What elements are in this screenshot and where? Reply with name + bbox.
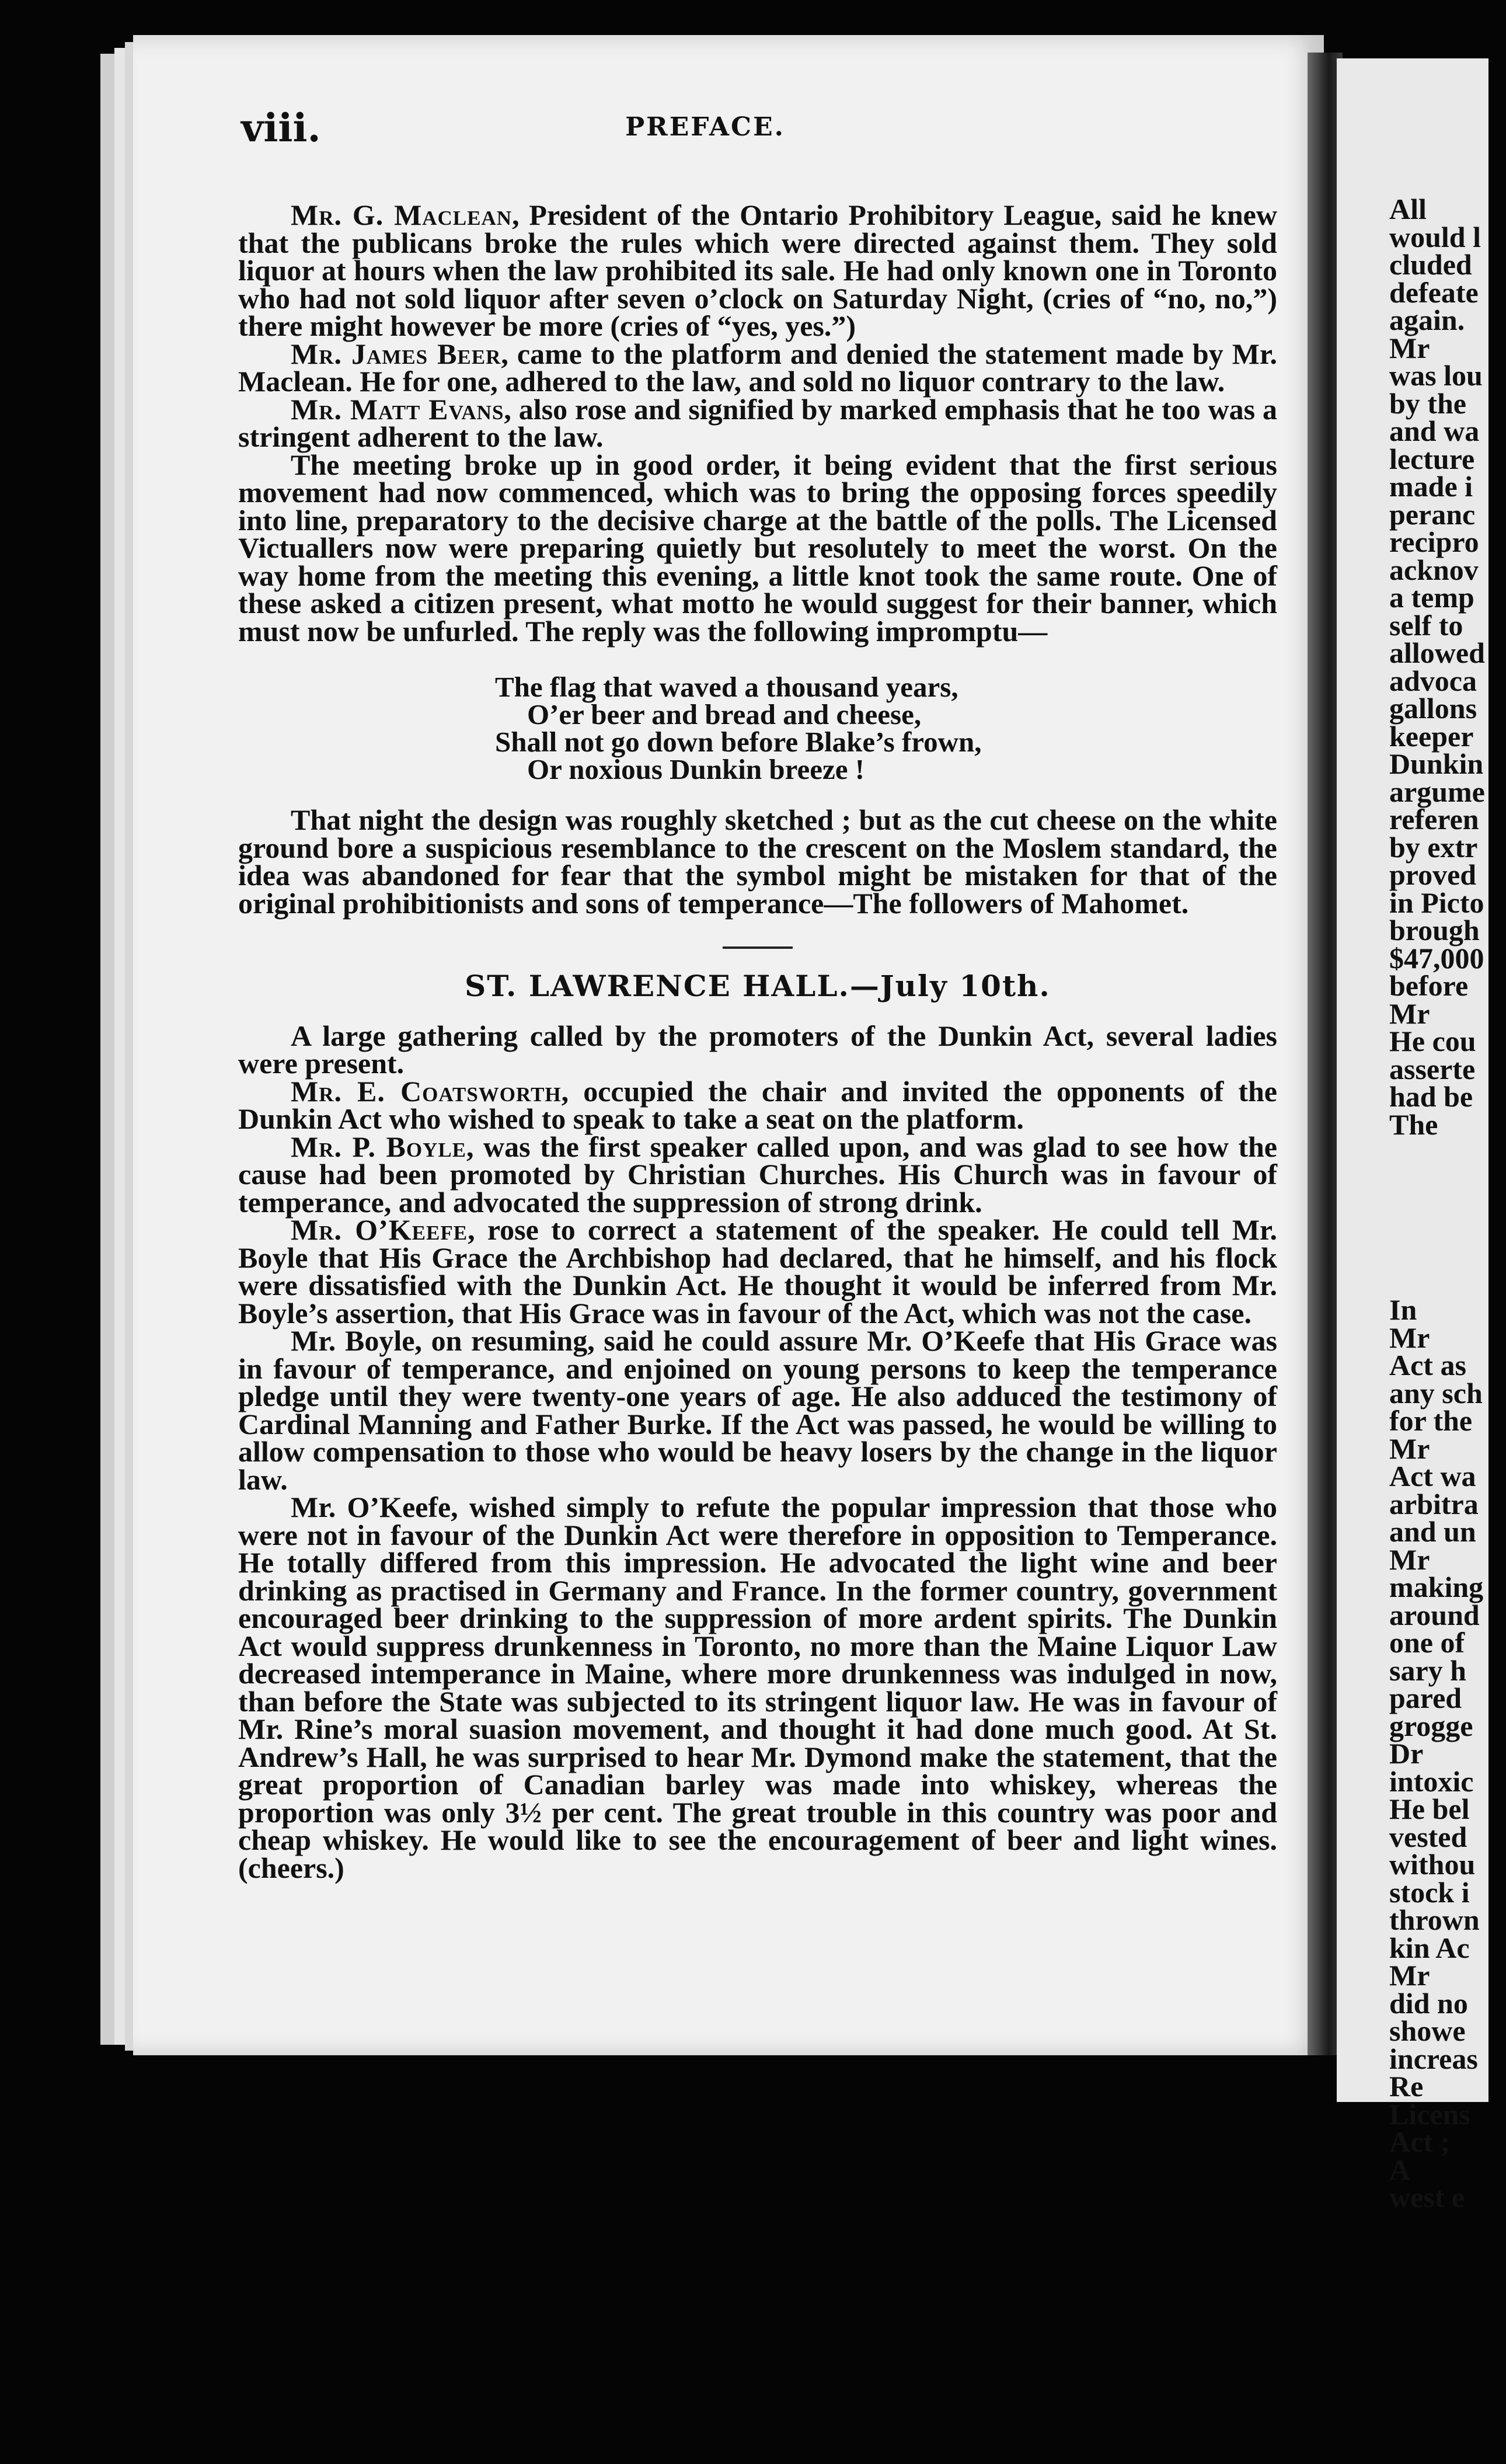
poem-line: The flag that waved a thousand years, [495,671,958,703]
facing-page-line: any sch [1389,1376,1483,1410]
page-edge [100,54,114,2045]
facing-page-line: pared [1389,1682,1462,1714]
paragraph [238,1130,1277,1219]
facing-page-line: He bel [1389,1793,1470,1825]
facing-page-line: acknov [1389,553,1479,586]
speaker-name: Mr. O’Keefe [291,1213,468,1246]
speaker-name: Mr. James Beer [291,337,501,370]
facing-page-line: keeper [1389,719,1474,753]
paragraph-text: , came to the platform and denied the statement made by Mr. Maclean. He for one, adhered to the law, and sold no liquor contrary to the law. [238,337,1278,398]
facing-page-line: In [1389,1293,1417,1326]
paragraph-text: , President of the Ontario Prohibitory League, said he knew that the publicans broke the rules which were directed against them. They sold liquor at hours when the law prohibited its sale. He had only known one in Toronto who had not sold liquor after seven o’clock on Saturday Night, (cries of “no, no,”) there might however be more (cries of “yes, yes.”) [238,199,1277,342]
paragraph [238,1074,1277,1135]
facing-page-line: by extr [1389,830,1478,864]
facing-page-line: was lou [1389,359,1483,392]
facing-page-line: one of [1389,1626,1465,1659]
facing-page-line: All [1389,193,1427,225]
facing-page-line: made i [1389,470,1473,503]
facing-page-line: argume [1389,775,1485,808]
facing-page-line: The [1389,1108,1438,1141]
facing-page-line: $47,000 [1389,941,1484,975]
facing-page-line: gallons [1389,692,1477,725]
paragraph: A large gathering called by the promoters of the Dunkin Act, several ladies were present. [238,1019,1277,1080]
facing-page-line: did no [1389,1986,1468,2020]
facing-page-line: Dunkin [1389,747,1484,780]
facing-page-text-block [1389,1293,1506,2214]
speaker-name: Mr. P. Boyle [291,1130,467,1163]
facing-page-line: by the [1389,387,1466,420]
paragraph: Mr. O’Keefe, wished simply to refute the popular impression that those who were not in favour of the Dunkin Act were therefore in opposition to Temperance. He totally differed from this impression. He advocated the light wine and beer drinking as practised in Germany and France. In the former country, government encouraged beer drinking to the suppression of more ardent spirits. The Dunkin Act would suppress drunkenness in Toronto, no more than the Maine Liquor Law decreased intemperance in Maine, where more drunkenness was indulged in now, than before the State was subjected to its stringent liquor law. He was in favour of Mr. Rine’s moral suasion movement, and thought it had done much good. At St. Andrew’s Hall, he was surprised to hear Mr. Dymond make the statement, that the great proportion of Canadian barley was made into whiskey, whereas the proportion was only 3½ per cent. The great trouble in this country was poor and cheap whiskey. He would like to see the encouragement of beer and light wines. (cheers.) [238,1491,1277,1884]
facing-page-line: increas [1389,2042,1478,2075]
facing-page-line: west e [1389,2181,1465,2214]
facing-page-line: Licens [1389,2097,1470,2131]
section-divider [723,946,793,949]
facing-page-line: would l [1389,220,1481,253]
paragraph: That night the design was roughly sketched ; but as the cut cheese on the white ground bore a suspicious resemblance to the crescent on the Moslem standard, the idea was abandoned for fear that the symbol might be mistaken for that of the original prohibitionists and sons of temperance—The followers of Mahomet. [238,803,1277,920]
facing-page-line: withou [1389,1848,1476,1881]
facing-page-line: and un [1389,1515,1476,1548]
running-head: PREFACE. [625,112,785,142]
facing-page-line: brough [1389,914,1480,946]
facing-page-line: cluded [1389,248,1472,281]
paragraph [238,392,1277,453]
facing-page-line: and wa [1389,415,1480,447]
facing-page-line: Act ; [1389,2125,1451,2158]
facing-page-line: a temp [1389,581,1474,614]
facing-page-line: Act wa [1389,1460,1476,1492]
facing-page-line: peranc [1389,497,1476,531]
facing-page-line: Act as [1389,1349,1466,1381]
facing-page-line: had be [1389,1080,1473,1113]
facing-page-line: lecture [1389,442,1475,475]
facing-page-line: Dr [1389,1737,1424,1770]
paragraph [238,201,1277,340]
poem-line: Shall not go down before Blake’s frown, [495,726,982,758]
facing-page-line: Mr [1389,997,1430,1030]
facing-page-line: stock i [1389,1875,1470,1909]
section-heading: ST. LAWRENCE HALL.—July 10th. [465,969,1051,1003]
facing-page-line: Mr [1389,1543,1430,1576]
page-number: viii. [241,105,321,151]
paragraph [238,1213,1277,1330]
facing-page-line: self to [1389,608,1463,642]
facing-page-line: proved [1389,858,1477,891]
speaker-name: Mr. Matt Evans [291,392,504,426]
paragraph-text: , occupied the chair and invited the opponents of the Dunkin Act who wished to speak to take a seat on the platform. [238,1074,1277,1135]
facing-page-line: around [1389,1598,1480,1631]
facing-page-line: in Picto [1389,886,1484,919]
facing-page [1337,58,1488,2214]
facing-page-line: defeate [1389,276,1479,309]
facing-page-line: thrown [1389,1903,1480,1936]
facing-page-line: intoxic [1389,1765,1474,1798]
facing-page-line: making [1389,1571,1484,1603]
facing-page-line: kin Ac [1389,1931,1470,1964]
speaker-name: Mr. G. Maclean [291,199,513,231]
facing-page-line: again. [1389,304,1465,336]
facing-page-line: grogge [1389,1709,1473,1742]
paragraph: The meeting broke up in good order, it being evident that the first serious movement had now commenced, which was to bring the opposing forces speedily into line, preparatory to the decisive charge at the battle of the polls. The Licensed Victuallers now were preparing quietly but resolutely to meet the worst. On the way home from the meeting this evening, a little knot took the same route. One of these asked a citizen present, what motto he would suggest for their banner, which must now be unfurled. The reply was the following impromptu— [238,448,1277,648]
poem [238,673,1277,783]
facing-page-line: Mr [1389,1959,1430,1992]
paragraph [238,337,1278,398]
facing-page-line: asserte [1389,1052,1476,1085]
facing-page-line: before [1389,969,1469,1002]
book-page [133,35,1324,2055]
facing-page-line: recipro [1389,525,1479,558]
facing-page-line: showe [1389,2014,1466,2047]
facing-page-line: Re [1389,2070,1424,2103]
facing-page-line: arbitra [1389,1487,1479,1520]
facing-page-text-block [1389,193,1506,1141]
facing-page-line: for the [1389,1404,1473,1437]
facing-page-line: A [1389,2153,1411,2186]
facing-page-line: vested [1389,1820,1467,1853]
facing-page-line: advoca [1389,664,1477,697]
speaker-name: Mr. E. Coatsworth [291,1074,562,1108]
page-edge [114,48,126,2045]
facing-page-line: Mr [1389,1321,1430,1354]
facing-page-line: Mr [1389,1432,1430,1465]
facing-page-line: allowed [1389,636,1485,669]
page-body [238,201,1277,1882]
poem-line: Or noxious Dunkin breeze ! [527,753,865,785]
paragraph-text: , also rose and signified by marked emphasis that he too was a stringent adherent to the law. [238,392,1277,453]
facing-page-line: Mr [1389,331,1430,364]
poem-line: O’er beer and bread and cheese, [527,698,922,730]
facing-page-line: sary h [1389,1654,1466,1687]
facing-page-line: He cou [1389,1025,1476,1057]
paragraph-text: , was the first speaker called upon, and was glad to see how the cause had been promoted by Christian Churches. His Church was in favour of temperance, and advocated the suppression of strong drink. [238,1130,1277,1219]
paragraph: Mr. Boyle, on resuming, said he could assure Mr. O’Keefe that His Grace was in favour of temperance, and enjoined on young persons to keep the temperance pledge until they were twenty-one years of age. He also adduced the testimony of Cardinal Manning and Father Burke. If the Act was passed, he would be willing to allow compensation to those who would be heavy losers by the change in the liquor law. [238,1324,1277,1496]
facing-page-line: referen [1389,803,1479,836]
paragraph-text: , rose to correct a statement of the speaker. He could tell Mr. Boyle that His Grace the Archbishop had declared, that he himself, and his flock were dissatisfied with the Dunkin Act. He thought it would be inferred from Mr. Boyle’s assertion, that His Grace was in favour of the Act, which was not the case. [238,1213,1277,1330]
